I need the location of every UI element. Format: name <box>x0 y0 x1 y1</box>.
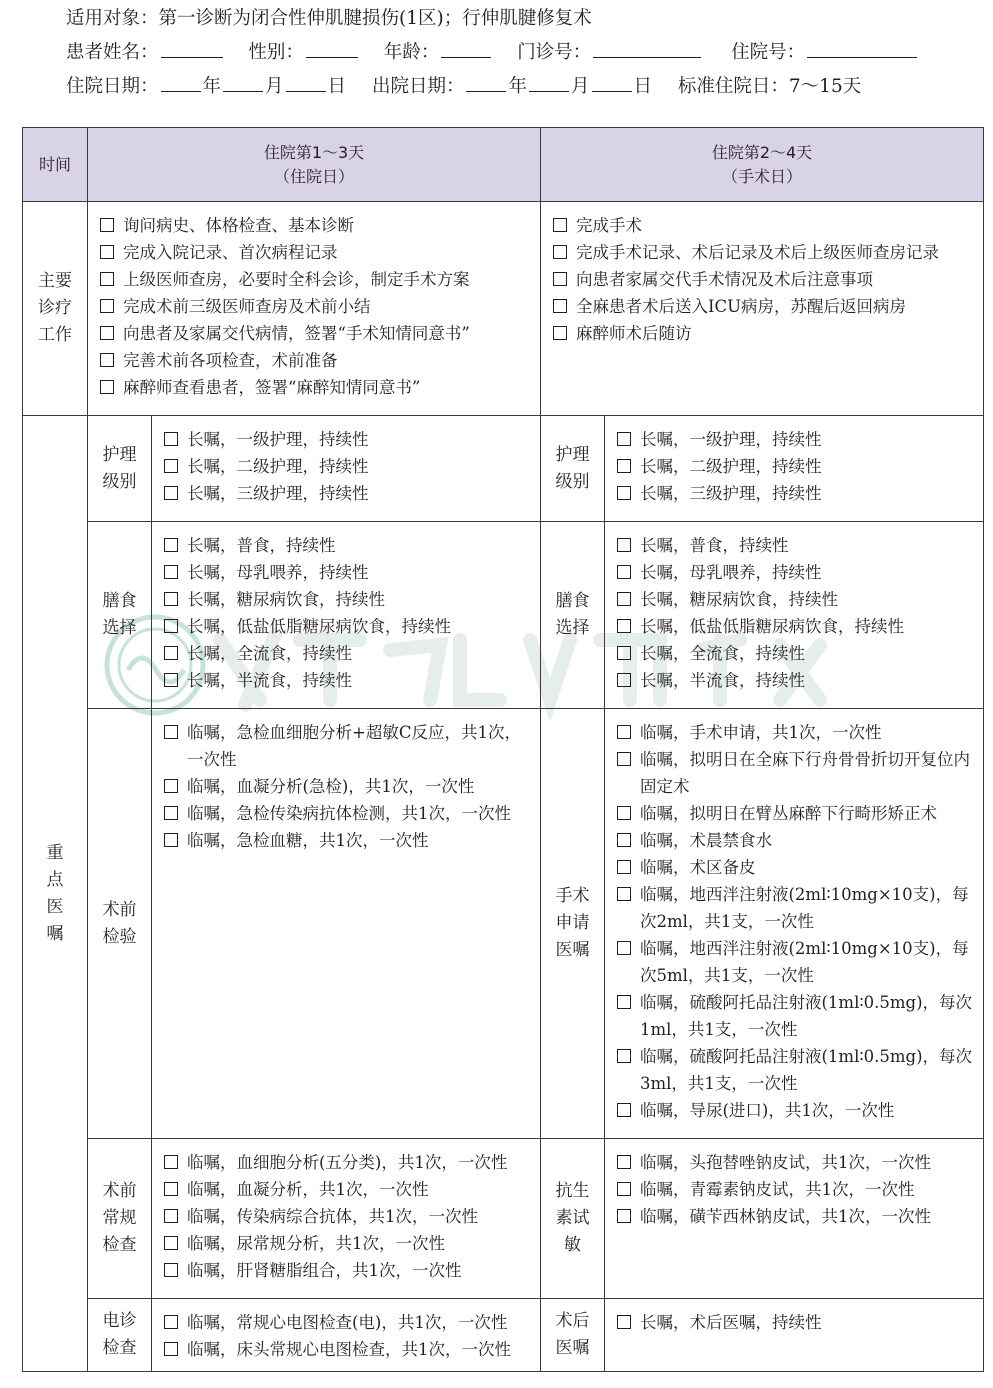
checklist-item: 长嘱，普食，持续性 <box>617 532 975 559</box>
antibiotic-items <box>605 1139 984 1299</box>
checkbox[interactable] <box>100 380 114 394</box>
ecg-label: 电诊检查 <box>88 1299 152 1372</box>
checklist-item: 长嘱，糖尿病饮食，持续性 <box>617 586 975 613</box>
checklist-item: 临嘱，拟明日在全麻下行舟骨骨折切开复位内固定术 <box>617 746 975 800</box>
checklist-item: 临嘱，血凝分析，共1次，一次性 <box>164 1176 532 1203</box>
checklist-item: 临嘱，血细胞分析(五分类)，共1次，一次性 <box>164 1149 532 1176</box>
checkbox[interactable] <box>617 459 631 473</box>
gender-blank[interactable] <box>306 39 358 58</box>
checkbox[interactable] <box>553 245 567 259</box>
diet-items-col2 <box>605 522 984 709</box>
patient-info-line <box>66 39 919 66</box>
key-orders-label: 重点医嘱 <box>23 416 88 1372</box>
col2-title: 住院第2～4天 <box>711 142 813 162</box>
checklist-item: 临嘱，地西泮注射液(2ml∶10mg×10支)，每次5ml，共1支，一次性 <box>617 935 975 989</box>
checkbox[interactable] <box>617 833 631 847</box>
clinical-pathway-table <box>22 127 984 1372</box>
checklist-item: 长嘱，半流食，持续性 <box>617 667 975 694</box>
preop-routine-items <box>152 1139 541 1299</box>
checklist-item: 长嘱，三级护理，持续性 <box>164 480 532 507</box>
checklist-item: 临嘱，磺苄西林钠皮试，共1次，一次性 <box>617 1203 975 1230</box>
main-work-col2 <box>541 202 984 416</box>
checklist-item: 临嘱，床头常规心电图检查，共1次，一次性 <box>164 1336 532 1363</box>
diet-label-col1: 膳食选择 <box>88 522 152 709</box>
checkbox[interactable] <box>617 486 631 500</box>
discharge-day-blank[interactable] <box>592 73 632 92</box>
checklist-item: 长嘱，半流食，持续性 <box>164 667 532 694</box>
checkbox[interactable] <box>100 272 114 286</box>
diet-items-col1 <box>152 522 541 709</box>
checkbox[interactable] <box>164 1315 178 1329</box>
checkbox[interactable] <box>164 565 178 579</box>
checkbox[interactable] <box>617 887 631 901</box>
inpatient-no-label: 住院号： <box>731 42 806 63</box>
checkbox[interactable] <box>100 218 114 232</box>
year-label: 年 <box>508 76 527 97</box>
checkbox[interactable] <box>617 1103 631 1117</box>
checklist-item: 长嘱，一级护理，持续性 <box>617 426 975 453</box>
nursing-label-col2: 护理级别 <box>541 416 605 522</box>
checklist-item: 临嘱，术区备皮 <box>617 854 975 881</box>
surgery-orders-items <box>605 709 984 1139</box>
checklist-item: 长嘱，一级护理，持续性 <box>164 426 532 453</box>
checklist-item: 临嘱，常规心电图检查(电)，共1次，一次性 <box>164 1309 532 1336</box>
checkbox[interactable] <box>164 1182 178 1196</box>
postop-items <box>605 1299 984 1372</box>
checklist-item: 向患者及家属交代病情，签署“手术知情同意书” <box>100 320 532 347</box>
main-work-col1 <box>88 202 541 416</box>
checklist-item: 全麻患者术后送入ICU病房，苏醒后返回病房 <box>553 293 975 320</box>
checklist-item: 长嘱，低盐低脂糖尿病饮食，持续性 <box>617 613 975 640</box>
checkbox[interactable] <box>164 779 178 793</box>
admit-date-label: 住院日期： <box>66 76 159 97</box>
checkbox[interactable] <box>617 995 631 1009</box>
year-label: 年 <box>202 76 222 97</box>
checkbox[interactable] <box>164 1155 178 1169</box>
checkbox[interactable] <box>164 1263 178 1277</box>
checkbox[interactable] <box>553 299 567 313</box>
checkbox[interactable] <box>617 432 631 446</box>
date-line <box>66 73 861 100</box>
checklist-item: 临嘱，拟明日在臂丛麻醉下行畸形矫正术 <box>617 800 975 827</box>
checkbox[interactable] <box>617 565 631 579</box>
checklist-item: 临嘱，传染病综合抗体，共1次，一次性 <box>164 1203 532 1230</box>
nursing-items-col2 <box>605 416 984 522</box>
checklist-item: 完成手术 <box>553 212 975 239</box>
day-label: 日 <box>327 76 347 97</box>
time-header: 时间 <box>23 128 88 202</box>
patient-name-blank[interactable] <box>161 39 223 58</box>
checklist-item: 完成入院记录、首次病程记录 <box>100 239 532 266</box>
checklist-item: 长嘱，母乳喂养，持续性 <box>164 559 532 586</box>
checklist-item: 临嘱，导尿(进口)，共1次，一次性 <box>617 1097 975 1124</box>
checkbox[interactable] <box>164 1209 178 1223</box>
col2-subtitle: （手术日） <box>721 166 802 186</box>
checklist-item: 临嘱，硫酸阿托品注射液(1ml∶0.5mg)，每次1ml，共1支，一次性 <box>617 989 975 1043</box>
checklist-item: 临嘱，急检传染病抗体检测，共1次，一次性 <box>164 800 532 827</box>
applicable-subject: 适用对象：第一诊断为闭合性伸肌腱损伤(1区)；行伸肌腱修复术 <box>66 8 592 29</box>
checkbox[interactable] <box>617 619 631 633</box>
checkbox[interactable] <box>164 432 178 446</box>
checklist-item: 麻醉师术后随访 <box>553 320 975 347</box>
checkbox[interactable] <box>164 459 178 473</box>
checkbox[interactable] <box>617 646 631 660</box>
checkbox[interactable] <box>617 1182 631 1196</box>
checklist-item: 临嘱，地西泮注射液(2ml∶10mg×10支)，每次2ml，共1支，一次性 <box>617 881 975 935</box>
checklist-item: 临嘱，急检血细胞分析+超敏C反应，共1次，一次性 <box>164 719 532 773</box>
checkbox[interactable] <box>617 1155 631 1169</box>
col1-subtitle: （住院日） <box>273 166 354 186</box>
checklist-item: 上级医师查房，必要时全科会诊，制定手术方案 <box>100 266 532 293</box>
checklist-item: 临嘱，手术申请，共1次，一次性 <box>617 719 975 746</box>
checkbox[interactable] <box>553 272 567 286</box>
checkbox[interactable] <box>617 1315 631 1329</box>
surgery-orders-label: 手术申请医嘱 <box>541 709 605 1139</box>
checklist-item: 临嘱，急检血糖，共1次，一次性 <box>164 827 532 854</box>
col2-header <box>541 128 984 202</box>
checkbox[interactable] <box>164 673 178 687</box>
checklist-item: 长嘱，二级护理，持续性 <box>164 453 532 480</box>
checkbox[interactable] <box>617 725 631 739</box>
diet-label-col2: 膳食选择 <box>541 522 605 709</box>
admit-year-blank[interactable] <box>161 73 201 92</box>
checkbox[interactable] <box>164 592 178 606</box>
checklist-item: 完成术前三级医师查房及术前小结 <box>100 293 532 320</box>
clinic-no-blank[interactable] <box>593 39 701 58</box>
age-blank[interactable] <box>441 39 491 58</box>
checkbox[interactable] <box>617 941 631 955</box>
main-work-label: 主要诊疗工作 <box>23 202 88 416</box>
day-label: 日 <box>633 76 653 97</box>
inpatient-no-blank[interactable] <box>807 39 917 58</box>
nursing-items-col1 <box>152 416 541 522</box>
gender-label: 性别： <box>248 42 304 63</box>
admit-month-blank[interactable] <box>223 73 263 92</box>
checklist-item: 临嘱，硫酸阿托品注射液(1ml∶0.5mg)，每次3ml，共1支，一次性 <box>617 1043 975 1097</box>
checklist-item: 临嘱，头孢替唑钠皮试，共1次，一次性 <box>617 1149 975 1176</box>
checkbox[interactable] <box>617 673 631 687</box>
checklist-item: 临嘱，青霉素钠皮试，共1次，一次性 <box>617 1176 975 1203</box>
postop-label: 术后医嘱 <box>541 1299 605 1372</box>
checkbox[interactable] <box>164 725 178 739</box>
checkbox[interactable] <box>617 752 631 766</box>
checklist-item: 临嘱，肝肾糖脂组合，共1次，一次性 <box>164 1257 532 1284</box>
checkbox[interactable] <box>164 486 178 500</box>
checklist-item: 完成手术记录、术后记录及术后上级医师查房记录 <box>553 239 975 266</box>
checkbox[interactable] <box>164 619 178 633</box>
discharge-date-label: 出院日期： <box>371 76 465 97</box>
checkbox[interactable] <box>100 353 114 367</box>
patient-name-label: 患者姓名： <box>66 42 159 63</box>
checkbox[interactable] <box>164 646 178 660</box>
preop-routine-label: 术前常规检查 <box>88 1139 152 1299</box>
checkbox[interactable] <box>617 1209 631 1223</box>
checkbox[interactable] <box>553 218 567 232</box>
age-label: 年龄： <box>383 42 440 63</box>
checkbox[interactable] <box>617 806 631 820</box>
checkbox[interactable] <box>617 592 631 606</box>
ecg-items <box>152 1299 541 1372</box>
checklist-item: 长嘱，低盐低脂糖尿病饮食，持续性 <box>164 613 532 640</box>
checkbox[interactable] <box>617 1049 631 1063</box>
checklist-item: 长嘱，全流食，持续性 <box>164 640 532 667</box>
checklist-item: 麻醉师查看患者，签署“麻醉知情同意书” <box>100 374 532 401</box>
checkbox[interactable] <box>100 245 114 259</box>
checklist-item: 临嘱，术晨禁食水 <box>617 827 975 854</box>
checkbox[interactable] <box>553 326 567 340</box>
preop-test-label: 术前检验 <box>88 709 152 1139</box>
checklist-item: 完善术前各项检查，术前准备 <box>100 347 532 374</box>
checkbox[interactable] <box>617 538 631 552</box>
col1-title: 住院第1～3天 <box>263 142 365 162</box>
checkbox[interactable] <box>164 806 178 820</box>
nursing-label-col1: 护理级别 <box>88 416 152 522</box>
checklist-item: 长嘱，三级护理，持续性 <box>617 480 975 507</box>
checkbox[interactable] <box>617 860 631 874</box>
checklist-item: 长嘱，糖尿病饮食，持续性 <box>164 586 532 613</box>
checklist-item: 临嘱，尿常规分析，共1次，一次性 <box>164 1230 532 1257</box>
checklist-item: 临嘱，血凝分析(急检)，共1次，一次性 <box>164 773 532 800</box>
month-label: 月 <box>570 76 590 97</box>
checklist-item: 向患者家属交代手术情况及术后注意事项 <box>553 266 975 293</box>
discharge-year-blank[interactable] <box>466 73 506 92</box>
antibiotic-label: 抗生素试敏 <box>541 1139 605 1299</box>
checkbox[interactable] <box>100 299 114 313</box>
checkbox[interactable] <box>164 833 178 847</box>
discharge-month-blank[interactable] <box>529 73 569 92</box>
checklist-item: 长嘱，二级护理，持续性 <box>617 453 975 480</box>
col1-header <box>88 128 541 202</box>
checkbox[interactable] <box>164 1342 178 1356</box>
standard-stay: 标准住院日：7～15天 <box>677 76 862 97</box>
preop-test-items <box>152 709 541 1139</box>
month-label: 月 <box>265 76 284 97</box>
checkbox[interactable] <box>164 1236 178 1250</box>
checklist-item: 询问病史、体格检查、基本诊断 <box>100 212 532 239</box>
checklist-item: 长嘱，全流食，持续性 <box>617 640 975 667</box>
checkbox[interactable] <box>100 326 114 340</box>
checklist-item: 长嘱，术后医嘱，持续性 <box>617 1309 975 1336</box>
checklist-item: 长嘱，普食，持续性 <box>164 532 532 559</box>
checkbox[interactable] <box>164 538 178 552</box>
clinic-no-label: 门诊号： <box>517 42 592 63</box>
checklist-item: 长嘱，母乳喂养，持续性 <box>617 559 975 586</box>
admit-day-blank[interactable] <box>286 73 326 92</box>
